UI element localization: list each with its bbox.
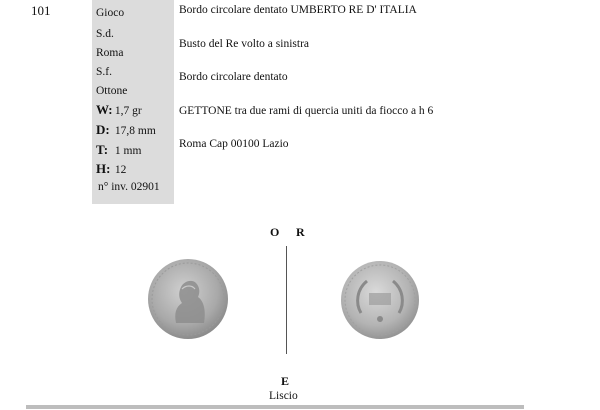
reverse-label: R bbox=[296, 225, 305, 239]
thickness-key: T: bbox=[96, 142, 109, 157]
weight-value: 1,7 gr bbox=[114, 105, 142, 117]
diameter-value: 17,8 mm bbox=[114, 125, 156, 137]
date-value: S.d. bbox=[96, 28, 114, 40]
obverse-desc: Busto del Re volto a sinistra bbox=[179, 38, 310, 50]
reverse-edge-desc: Bordo circolare dentato bbox=[179, 71, 288, 83]
obverse-coin-image bbox=[146, 257, 230, 341]
weight-row bbox=[96, 102, 142, 118]
weight-key: W: bbox=[96, 102, 113, 117]
category-value: Gioco bbox=[96, 7, 125, 19]
reverse-coin-image bbox=[339, 259, 421, 341]
thickness-row bbox=[96, 142, 141, 158]
details-panel bbox=[92, 0, 174, 204]
thickness-value: 1 mm bbox=[114, 145, 142, 157]
inventory-value: n° inv. 02901 bbox=[98, 181, 160, 193]
edge-text: Liscio bbox=[269, 390, 298, 402]
location-desc: Roma Cap 00100 Lazio bbox=[179, 138, 289, 150]
mint-value: Roma bbox=[96, 47, 124, 59]
edge-label: E bbox=[281, 374, 290, 388]
record-number: 101 bbox=[31, 3, 51, 18]
mark-value: S.f. bbox=[96, 66, 112, 78]
metal-value: Ottone bbox=[96, 85, 128, 97]
diameter-row bbox=[96, 122, 156, 138]
reverse-desc: GETTONE tra due rami di quercia uniti da fiocco a h 6 bbox=[179, 105, 434, 117]
bottom-rule bbox=[26, 405, 524, 409]
axis-key: H: bbox=[96, 161, 111, 176]
divider-line bbox=[286, 246, 287, 354]
axis-value: 12 bbox=[114, 164, 127, 176]
diameter-key: D: bbox=[96, 122, 110, 137]
axis-row bbox=[96, 161, 126, 177]
obverse-edge-desc: Bordo circolare dentato UMBERTO RE D' ITALIA bbox=[179, 4, 417, 16]
obverse-label: O bbox=[270, 225, 280, 239]
